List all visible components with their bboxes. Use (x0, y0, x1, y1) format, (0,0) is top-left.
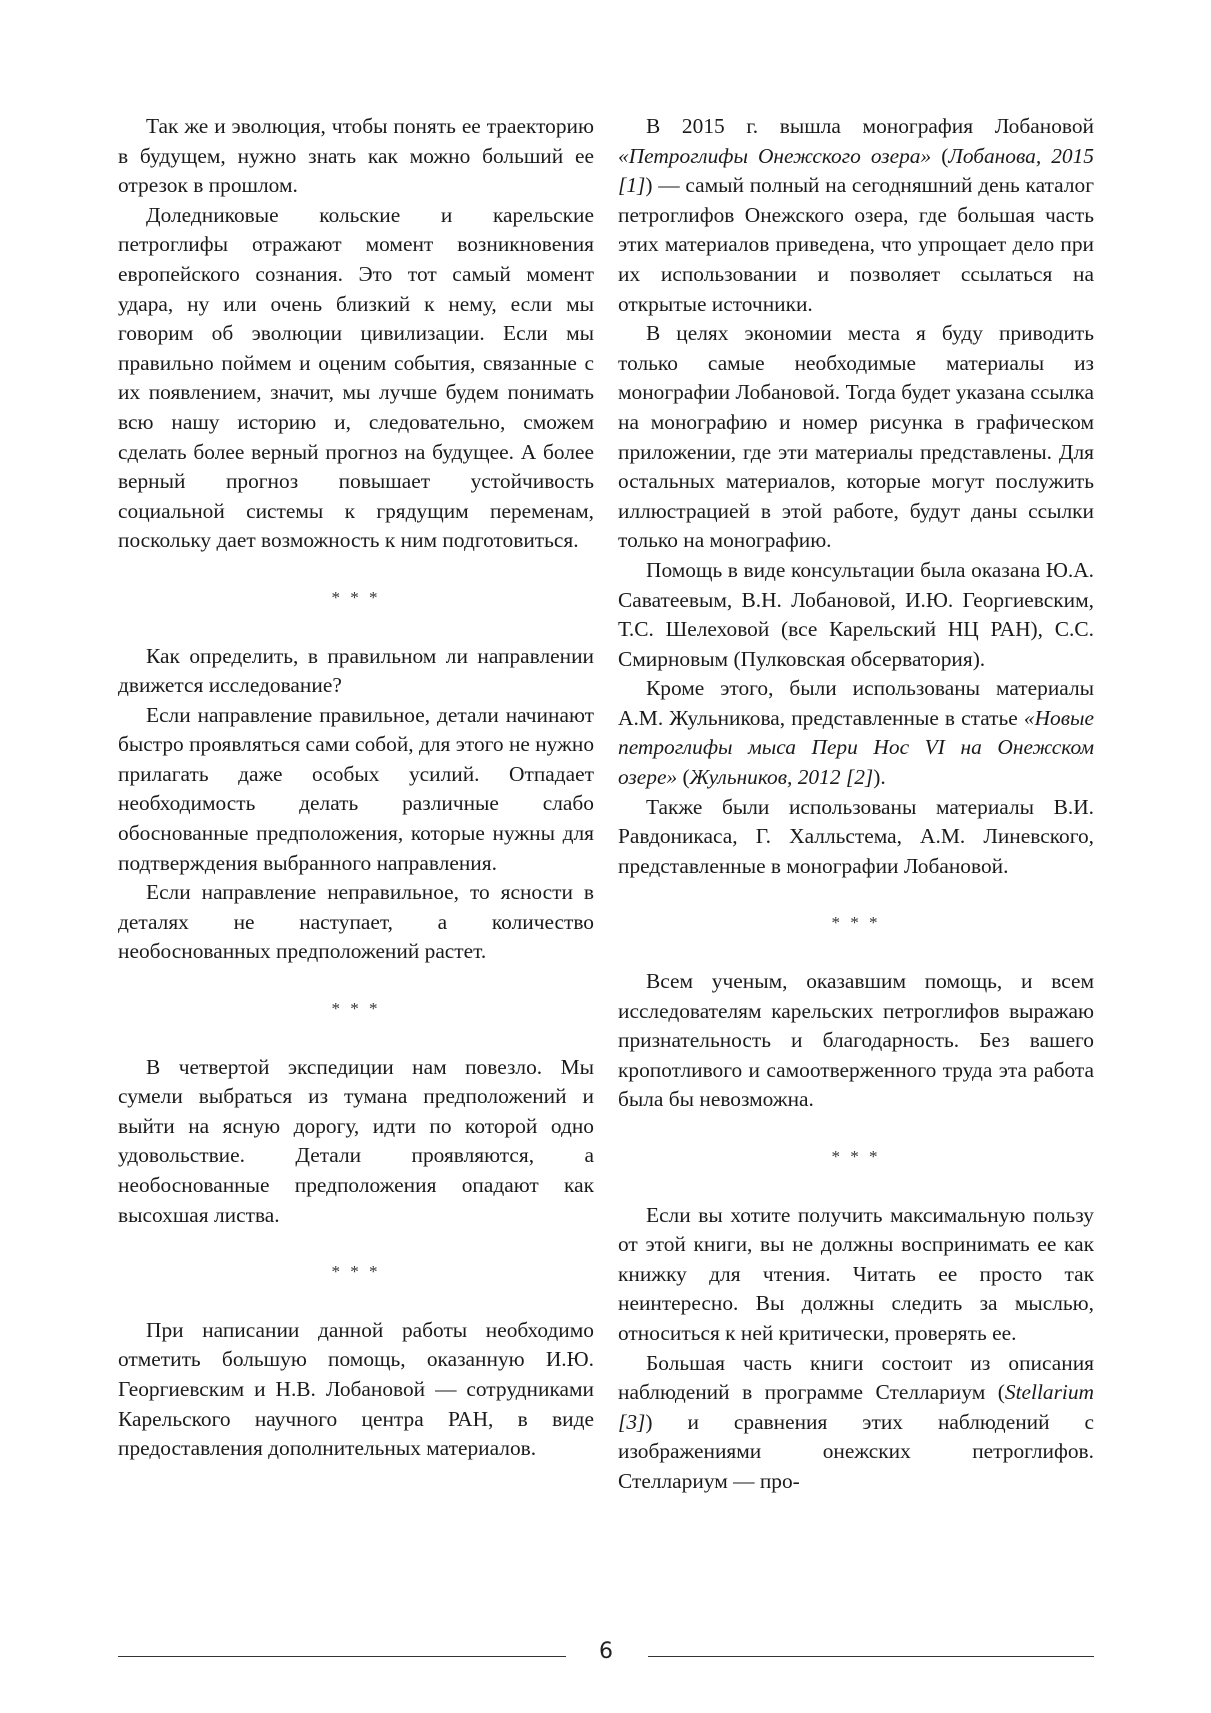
article-title: «Новые петроглифы мыса Пери Нос VI на Онежском озере» (618, 705, 1094, 790)
paragraph: Как определить, в правильном ли направлении движется исследование? (118, 643, 594, 698)
paragraph: Если вы хотите получить максимальную пользу от этой книги, вы не должны воспринимать ее как книжку для чтения. Читать ее просто так неинтересно. Вы должны следить за мыслью, относиться к ней критически, проверять ее. (618, 1202, 1094, 1345)
section-separator: * * * (831, 1147, 881, 1166)
paragraph: Так же и эволюция, чтобы понять ее траекторию в будущем, нужно знать как можно больший ее отрезок в прошлом. (118, 114, 594, 198)
section-separator: * * * (331, 1262, 381, 1282)
paragraph: Помощь в виде консультации была оказана Ю.А. Саватеевым, В.Н. Лобановой, И.Ю. Георгиевским, Т.С. Шелеховой (все Карельский НЦ РАН), С.С. Смирновым (Пулковская обсерватория). (618, 557, 1094, 671)
right-column (618, 112, 1094, 1497)
paragraph: Большая часть книги состоит из описания наблюдений в программе Стеллариум (Stellarium [3]) и сравнения этих наблюдений с изображениями онежских петроглифов. Стеллариум — про- (618, 1350, 1094, 1493)
paragraph: В 2015 г. вышла монография Лобановой «Петроглифы Онежского озера» (Лобанова, 2015 [1]) — самый полный на сегодняшний день каталог петроглифов Онежского озера, где большая часть этих материалов приведена, что упрощает дело при их использовании и позволяет ссылаться на открытые источники. (618, 114, 1094, 316)
paragraph: Кроме этого, были использованы материалы А.М. Жульникова, представленные в статье «Новые петроглифы мыса Пери Нос VI на Онежском озере» (Жульников, 2012 [2]). (618, 676, 1094, 790)
paragraph: Всем ученым, оказавшим помощь, и всем исследователям карельских петроглифов выражаю признательность и благодарность. Без вашего кропотливого и самоотверженного труда эта работа была бы невозможна. (618, 969, 1094, 1112)
paragraph: Доледниковые кольские и карельские петроглифы отражают момент возникновения европейского сознания. Это тот самый момент удара, ну или очень близкий к нему, если мы говорим об эволюции цивилизации. Если мы правильно поймем и оценим события, связанные с их появлением, значит, мы лучше будем понимать всю нашу историю и, следовательно, сможем сделать более верный прогноз на будущее. А более верный прогноз повышает устойчивость социальной системы к грядущим переменам, поскольку дает возможность к ним подготовиться. (118, 202, 594, 553)
paragraph: В целях экономии места я буду приводить только самые необходимые материалы из монографии Лобановой. Тогда будет указана ссылка на монографию и номер рисунка в графическом приложении, где эти материалы представлены. Для остальных материалов, которые могут послужить иллюстрацией в этой работе, будут даны ссылки только на монографию. (618, 321, 1094, 553)
section-separator: * * * (331, 999, 381, 1019)
section-separator: * * * (331, 587, 381, 607)
paragraph: Если направление правильное, детали начинают быстро проявляться сами собой, для этого не нужно прилагать даже особых усилий. Отпадает необходимость делать различные слабо обоснованные предположения, которые нужны для подтверждения выбранного направления. (118, 702, 595, 875)
section-separator: * * * (831, 913, 881, 933)
footer-rule-right (648, 1656, 1094, 1657)
page-number: 6 (599, 1639, 613, 1664)
left-column (118, 112, 594, 1464)
citation: Лобанова, 2015 [1] (618, 143, 1094, 198)
paragraph: При написании данной работы необходимо отметить большую помощь, оказанную И.Ю. Георгиевским и Н.В. Лобановой — сотрудниками Карельского научного центра РАН, в виде предоставления дополнительных материалов. (118, 1317, 594, 1461)
book-title: «Петроглифы Онежского озера» (618, 143, 932, 168)
paragraph: В четвертой экспедиции нам повезло. Мы сумели выбраться из тумана предположений и выйти на ясную дорогу, идти по которой одно удовольствие. Детали проявляются, а необоснованные предположения опадают как высохшая листва. (118, 1054, 594, 1227)
citation: Жульников, 2012 [2] (689, 765, 874, 790)
footer-rule-left (118, 1656, 566, 1657)
paragraph: Если направление неправильное, то ясности в деталях не наступает, а количество необоснованных предположений растет. (118, 880, 594, 964)
paragraph: Также были использованы материалы В.И. Равдоникаса, Г. Халльстема, А.М. Линевского, представленные в монографии Лобановой. (618, 794, 1094, 878)
citation: Stellarium [3] (618, 1380, 1094, 1434)
